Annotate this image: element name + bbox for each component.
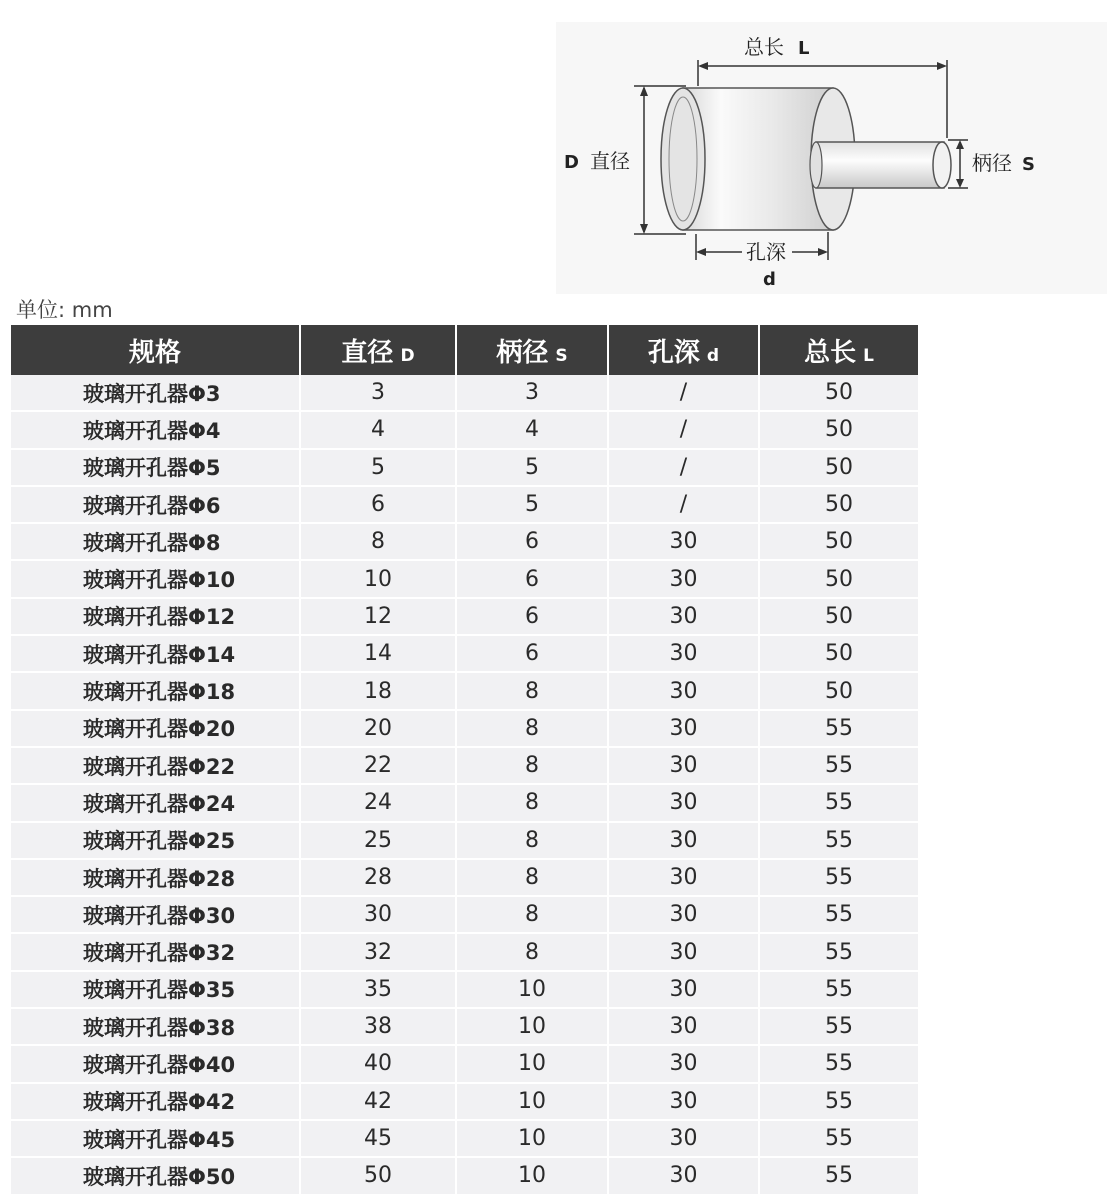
cell-depth: / <box>608 486 759 523</box>
table-row <box>11 560 918 597</box>
shank-label: 柄径 <box>972 151 1012 175</box>
cell-shank: 8 <box>456 933 608 970</box>
cell-diameter: 38 <box>300 1008 456 1045</box>
cell-shank: 6 <box>456 560 608 597</box>
cell-shank: 8 <box>456 896 608 933</box>
cell-shank: 8 <box>456 747 608 784</box>
cell-length: 55 <box>759 896 918 933</box>
cell-spec: 玻璃开孔器Φ10 <box>11 560 300 597</box>
table-body <box>11 375 918 1195</box>
cell-length: 55 <box>759 1008 918 1045</box>
spec-table <box>11 325 918 1196</box>
diameter-symbol: D <box>564 152 579 173</box>
cell-diameter: 35 <box>300 971 456 1008</box>
table-row <box>11 1045 918 1082</box>
cell-spec: 玻璃开孔器Φ6 <box>11 486 300 523</box>
cell-shank: 8 <box>456 672 608 709</box>
table-row <box>11 1083 918 1120</box>
cell-depth: 30 <box>608 859 759 896</box>
table-row <box>11 971 918 1008</box>
cell-shank: 10 <box>456 971 608 1008</box>
table-row <box>11 1120 918 1157</box>
cell-length: 55 <box>759 1157 918 1194</box>
cell-shank: 6 <box>456 598 608 635</box>
header-label: 柄径 <box>496 337 549 368</box>
cell-diameter: 22 <box>300 747 456 784</box>
header-symbol: D <box>400 345 415 366</box>
cell-length: 55 <box>759 1083 918 1120</box>
header-label: 孔深 <box>647 337 700 368</box>
diameter-label: 直径 <box>590 149 630 173</box>
cell-shank: 8 <box>456 784 608 821</box>
drill-bit-drawing <box>556 22 1107 294</box>
cell-depth: 30 <box>608 933 759 970</box>
cell-diameter: 30 <box>300 896 456 933</box>
cell-length: 55 <box>759 933 918 970</box>
cell-shank: 8 <box>456 710 608 747</box>
cell-length: 50 <box>759 672 918 709</box>
cell-spec: 玻璃开孔器Φ14 <box>11 635 300 672</box>
cell-depth: 30 <box>608 971 759 1008</box>
table-row <box>11 486 918 523</box>
cell-spec: 玻璃开孔器Φ3 <box>11 375 300 411</box>
cell-depth: 30 <box>608 1120 759 1157</box>
cell-length: 50 <box>759 411 918 448</box>
cell-spec: 玻璃开孔器Φ8 <box>11 523 300 560</box>
cell-diameter: 25 <box>300 822 456 859</box>
header-label: 规格 <box>128 337 181 368</box>
cell-diameter: 10 <box>300 560 456 597</box>
cell-shank: 3 <box>456 375 608 411</box>
cell-spec: 玻璃开孔器Φ32 <box>11 933 300 970</box>
cell-diameter: 40 <box>300 1045 456 1082</box>
cell-spec: 玻璃开孔器Φ42 <box>11 1083 300 1120</box>
cell-shank: 6 <box>456 635 608 672</box>
cell-diameter: 50 <box>300 1157 456 1194</box>
header-spec <box>11 325 300 375</box>
cell-shank: 5 <box>456 486 608 523</box>
cell-diameter: 45 <box>300 1120 456 1157</box>
table-row <box>11 1008 918 1045</box>
cell-shank: 8 <box>456 822 608 859</box>
drill-shank <box>816 142 944 188</box>
table-row <box>11 449 918 486</box>
cell-diameter: 4 <box>300 411 456 448</box>
cell-depth: 30 <box>608 598 759 635</box>
cell-shank: 10 <box>456 1157 608 1194</box>
table-row <box>11 1157 918 1194</box>
cell-length: 50 <box>759 523 918 560</box>
table-row <box>11 822 918 859</box>
header-symbol: S <box>555 345 568 366</box>
depth-label: 孔深 <box>746 240 786 264</box>
shank-symbol: S <box>1022 154 1035 175</box>
cell-shank: 4 <box>456 411 608 448</box>
header-diameter <box>300 325 456 375</box>
cell-spec: 玻璃开孔器Φ24 <box>11 784 300 821</box>
cell-depth: 30 <box>608 710 759 747</box>
table-row <box>11 523 918 560</box>
cell-spec: 玻璃开孔器Φ12 <box>11 598 300 635</box>
cell-length: 55 <box>759 822 918 859</box>
cell-length: 50 <box>759 375 918 411</box>
cell-diameter: 18 <box>300 672 456 709</box>
header-symbol: L <box>863 345 874 366</box>
cell-shank: 10 <box>456 1045 608 1082</box>
cell-depth: 30 <box>608 560 759 597</box>
cell-spec: 玻璃开孔器Φ18 <box>11 672 300 709</box>
cell-diameter: 6 <box>300 486 456 523</box>
cell-depth: 30 <box>608 822 759 859</box>
header-symbol: d <box>706 345 720 366</box>
table-row <box>11 411 918 448</box>
cell-diameter: 32 <box>300 933 456 970</box>
cell-spec: 玻璃开孔器Φ30 <box>11 896 300 933</box>
drill-front-face <box>661 88 705 230</box>
depth-symbol: d <box>763 269 776 290</box>
cell-length: 50 <box>759 449 918 486</box>
cell-depth: / <box>608 411 759 448</box>
cell-spec: 玻璃开孔器Φ45 <box>11 1120 300 1157</box>
cell-length: 55 <box>759 971 918 1008</box>
cell-length: 50 <box>759 635 918 672</box>
cell-shank: 5 <box>456 449 608 486</box>
cell-shank: 10 <box>456 1083 608 1120</box>
cell-diameter: 8 <box>300 523 456 560</box>
cell-diameter: 24 <box>300 784 456 821</box>
cell-shank: 6 <box>456 523 608 560</box>
cell-shank: 10 <box>456 1120 608 1157</box>
cell-depth: 30 <box>608 1008 759 1045</box>
cell-shank: 8 <box>456 859 608 896</box>
cell-shank: 10 <box>456 1008 608 1045</box>
header-label: 直径 <box>341 337 394 368</box>
cell-diameter: 28 <box>300 859 456 896</box>
table-row <box>11 859 918 896</box>
table-row <box>11 598 918 635</box>
cell-diameter: 3 <box>300 375 456 411</box>
table-row <box>11 784 918 821</box>
cell-depth: / <box>608 449 759 486</box>
cell-depth: / <box>608 375 759 411</box>
cell-diameter: 14 <box>300 635 456 672</box>
total-length-label: 总长 <box>744 35 784 59</box>
table-header-row <box>11 325 918 375</box>
cell-depth: 30 <box>608 1083 759 1120</box>
cell-length: 55 <box>759 1045 918 1082</box>
cell-length: 50 <box>759 598 918 635</box>
total-length-symbol: L <box>798 38 810 59</box>
table-row <box>11 747 918 784</box>
cell-spec: 玻璃开孔器Φ35 <box>11 971 300 1008</box>
cell-spec: 玻璃开孔器Φ5 <box>11 449 300 486</box>
cell-spec: 玻璃开孔器Φ28 <box>11 859 300 896</box>
cell-depth: 30 <box>608 784 759 821</box>
header-length <box>759 325 918 375</box>
cell-diameter: 42 <box>300 1083 456 1120</box>
table-row <box>11 375 918 411</box>
header-label: 总长 <box>804 337 857 368</box>
unit-label: 单位: mm <box>16 298 113 322</box>
cell-spec: 玻璃开孔器Φ20 <box>11 710 300 747</box>
cell-spec: 玻璃开孔器Φ40 <box>11 1045 300 1082</box>
cell-depth: 30 <box>608 896 759 933</box>
dimension-diagram <box>556 22 1107 294</box>
cell-depth: 30 <box>608 1157 759 1194</box>
cell-depth: 30 <box>608 672 759 709</box>
header-shank <box>456 325 608 375</box>
table-row <box>11 896 918 933</box>
cell-spec: 玻璃开孔器Φ25 <box>11 822 300 859</box>
table-row <box>11 933 918 970</box>
table-row <box>11 710 918 747</box>
cell-spec: 玻璃开孔器Φ38 <box>11 1008 300 1045</box>
cell-spec: 玻璃开孔器Φ50 <box>11 1157 300 1194</box>
cell-length: 55 <box>759 747 918 784</box>
cell-length: 55 <box>759 1120 918 1157</box>
table-row <box>11 635 918 672</box>
cell-length: 50 <box>759 486 918 523</box>
cell-length: 55 <box>759 710 918 747</box>
cell-spec: 玻璃开孔器Φ22 <box>11 747 300 784</box>
cell-length: 55 <box>759 784 918 821</box>
cell-depth: 30 <box>608 1045 759 1082</box>
header-depth <box>608 325 759 375</box>
cell-depth: 30 <box>608 635 759 672</box>
cell-diameter: 5 <box>300 449 456 486</box>
cell-diameter: 20 <box>300 710 456 747</box>
cell-depth: 30 <box>608 523 759 560</box>
cell-spec: 玻璃开孔器Φ4 <box>11 411 300 448</box>
cell-length: 55 <box>759 859 918 896</box>
cell-depth: 30 <box>608 747 759 784</box>
table-row <box>11 672 918 709</box>
cell-diameter: 12 <box>300 598 456 635</box>
cell-length: 50 <box>759 560 918 597</box>
